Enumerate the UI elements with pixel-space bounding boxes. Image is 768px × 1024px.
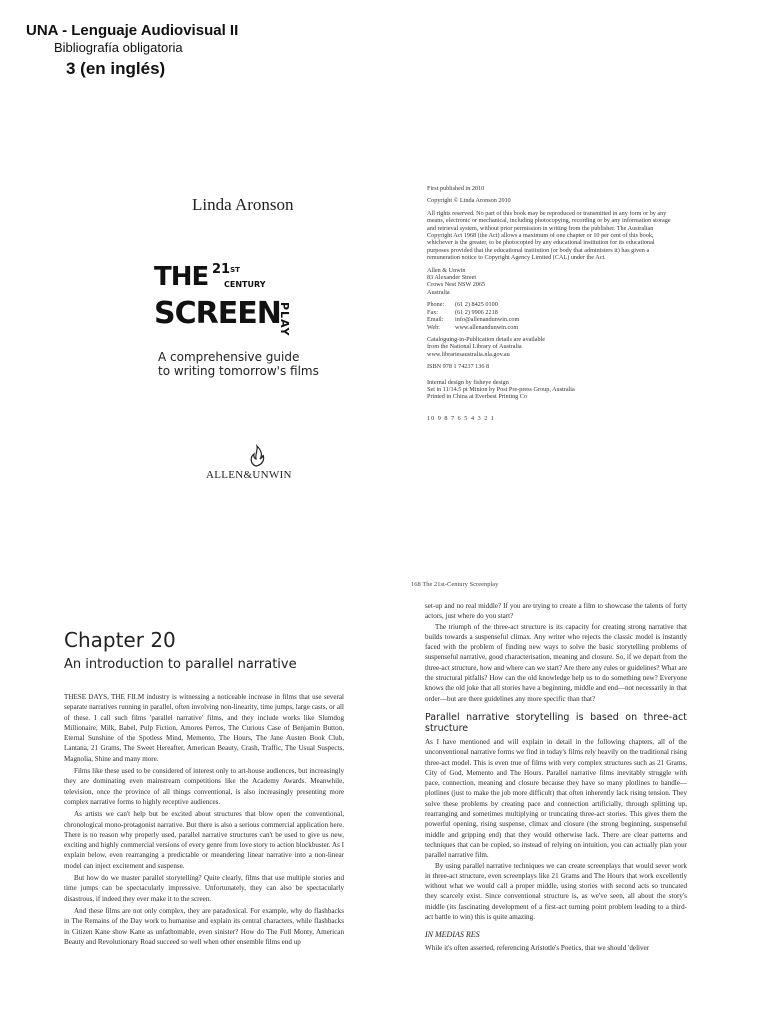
chapter-body [64,692,344,949]
logo-st: ST [230,266,240,274]
body-paragraph: Films like these used to be considered of interest only to art-house audiences, but increasingly they are dominating even mainstream competitions like the Academy Awards. Meanwhile, television, once the province of all things conventional, is also increasingly presenting more complex narrative forms to highly receptive audiences. [64,767,344,806]
body-paragraph: set-up and no real middle? If you are trying to create a film to showcase the talents of forty actors, just where do you start? [425,602,687,621]
book-author: Linda Aronson [192,195,294,214]
course-item-number: 3 (en inglés) [66,59,166,78]
printing-number: 10 9 8 7 6 5 4 3 2 1 [427,414,495,422]
chapter-title: An introduction to parallel narrative [64,657,297,672]
logo-century: CENTURY [224,280,266,289]
body-paragraph: By using parallel narrative techniques we can create screenplays that would sever work in three-act structure, even screenplays like 21 Grams and The Hours that work excellently without what we would call a proper middle, using stories with second acts so truncated they scarcely exist. Since conventional structure is, as we've seen, all about the story's middle (its fascinating development of a first-act turning point problem leading to a third-act battle to win) this is quite amazing. [425,861,687,922]
cataloguing-details [427,336,677,358]
body-paragraph: The triumph of the three-act structure is its capacity for creating strong narrative that builds towards a suspenseful climax. Any writer who rejects the classic model is instantly faced with the problem of finding new ways to solve the basic storytelling problems of suspenseful narrative, good characterisation, meaning and closure. So, if we depart from the three-act structure, how and where can we start? Are there any rules or guidelines? What are the structural pitfalls? How can the old knowledge help us to do something new? Everyone knows the old joke that all stories have a beginning, middle and end—not necessarily in that order—but are there guidelines any more specific than that? [425,622,688,703]
subsection-heading: IN MEDIAS RES [425,930,480,940]
body-paragraph: THESE DAYS, THE FILM industry is witnessing a noticeable increase in films that use several separate narratives running in parallel, often involving non-linearity, time jumps, large casts, or all of these. I call such films 'parallel narrative' films, and they include works like Slumdog Millionaire, Milk, Babel, Pulp Fiction, Amores Perros, The Curious Case of Benjamin Button, Eternal Sunshine of the Spotless Mind, Memento, The Hours, The Jane Austen Book Club, Lantana, 21 Grams, The Sweet Hereafter, American Beauty, Crash, Traffic, The Usual Suspects, Magnolia, Shine and many more. [64,693,344,763]
first-published: First published in 2010 [427,185,485,192]
logo-21st [212,264,240,276]
contact-value: info@allenandunwin.com [455,316,520,324]
contact-value: (61 2) 9906 2218 [455,308,498,316]
logo-screen: SCREEN [154,296,281,331]
cataloguing-line: from the National Library of Australia [427,343,522,351]
contact-value: www.allenandunwin.com [455,323,519,331]
body-paragraph: While it's often asserted, referencing Aristotle's Poetics, that we should 'deliver [425,943,650,952]
chapter-number: Chapter 20 [64,628,176,652]
address-line: Crows Nest NSW 2065 [427,281,486,289]
design-line: Printed in China at Everbest Printing Co [427,393,528,401]
book-title-logo [154,262,314,352]
body-paragraph: As artists we can't help but be excited about structures that blow open the conventional, chronological mono-protagonist narrative. But there is also a serious commercial application here. There is no reason why properly used, parallel narrative structures can't be used to give us new, exciting and highly commercial versions of every genre from love story to action blockbuster. As I explain below, even rearranging a predictable or meandering linear narrative into a non-linear model can inject excitement and suspense. [64,810,344,870]
contact-label: Email: [427,316,444,324]
contact-label: Phone: [427,301,445,309]
page-168-body [425,601,687,953]
contact-value: (61 2) 8425 0100 [455,301,498,309]
copyright-line: Copyright © Linda Aronson 2010 [427,197,511,205]
tagline-line-2: to writing tomorrow's films [158,364,319,378]
address-line: 83 Alexander Street [427,274,477,282]
body-paragraph: As I have mentioned and will explain in detail in the following chapters, all of the unconventional narrative forms we find in today's films rely heavily on the traditional rising three-act model. This is even true of films with very complex structures such as 21 Grams, City of God, Memento and The Hours. Parallel narrative films inevitably struggle with pace, connection, meaning and closure because they have so many plotlines to handle—plotlines (just to make the job more difficult) that often inherently lack rising tension. They solve these problems by creating pace and connection artificially, through splitting up, rearranging and sometimes multiplying or truncating three-act stories. This gives them the powerful opening, rising suspense, climax and closure (the strong beginning, suspenseful middle and gripping end) that they would otherwise lack. There are clear patterns and techniques that can be copied, so instead of relying on intuition, you can actually plan your parallel narrative film. [425,737,687,860]
course-subtitle: Bibliografía obligatoria [54,40,183,55]
copyright-page [427,185,677,427]
rights-notice: All rights reserved. No part of this book may be reproduced or transmitted in any form or by any means, electronic or mechanical, including photocopying, recording or by any information storage and retrieval system, without prior permission in writing from the publisher. The Australian Copyright Act 1968 (the Act) allows a maximum of one chapter or 10 per cent of this book, whichever is the greater, to be photocopied by any educational institution for its educational purposes provided that the educational institution (or body that administers it) has given a remuneration notice to Copyright Agency Limited (CAL) under the Act. [427,209,671,262]
design-credits [427,379,677,401]
address-line: Australia [427,288,450,296]
logo-play: PLAY [278,302,291,337]
body-paragraph: And these films are not only complex, they are paradoxical. For example, why do flashbacks in The Remains of the Day work to humanise and explain its central characters, while flashbacks in Citizen Kane show Kane as unfathomable, even sinister? How do The Full Monty, American Beauty and Revolutionary Road succeed so well when other ensemble films end up [64,906,344,946]
course-header [26,22,238,77]
contact-label: Web: [427,323,440,331]
body-paragraph: But how do we master parallel storytelling? Quite clearly, films that use multiple stories and time jumps can be spectacularly impressive. Unfortunately, they can also be spectacularly disastrous, if indeed they ever make it to the screen. [64,874,344,903]
publisher-contacts [427,301,677,331]
logo-21: 21 [212,262,231,277]
tagline-line-1: A comprehensive guide [158,350,300,364]
logo-the: THE [154,262,209,292]
course-title: UNA - Lenguaje Audiovisual II [26,22,239,39]
design-line: Internal design by fisheye design [427,378,509,386]
cataloguing-line: www.librariesaustralia.nla.gov.au [427,350,510,358]
publisher-flame-icon [244,444,268,468]
running-head: 168 The 21st-Century Screenplay [411,581,499,588]
address-line: Allen & Unwin [427,266,466,274]
section-heading: Parallel narrative storytelling is based on three-act structure [425,711,687,734]
book-tagline [158,350,319,378]
cataloguing-line: Cataloguing-in-Publication details are available [427,335,546,343]
design-line: Set in 11/14.5 pt Minion by Post Pre-press Group, Australia [427,385,575,393]
isbn: ISBN 978 1 74237 136 8 [427,363,490,371]
publisher-name: ALLEN&UNWIN [206,469,292,481]
contact-label: Fax: [427,308,439,316]
publisher-address [427,267,677,297]
